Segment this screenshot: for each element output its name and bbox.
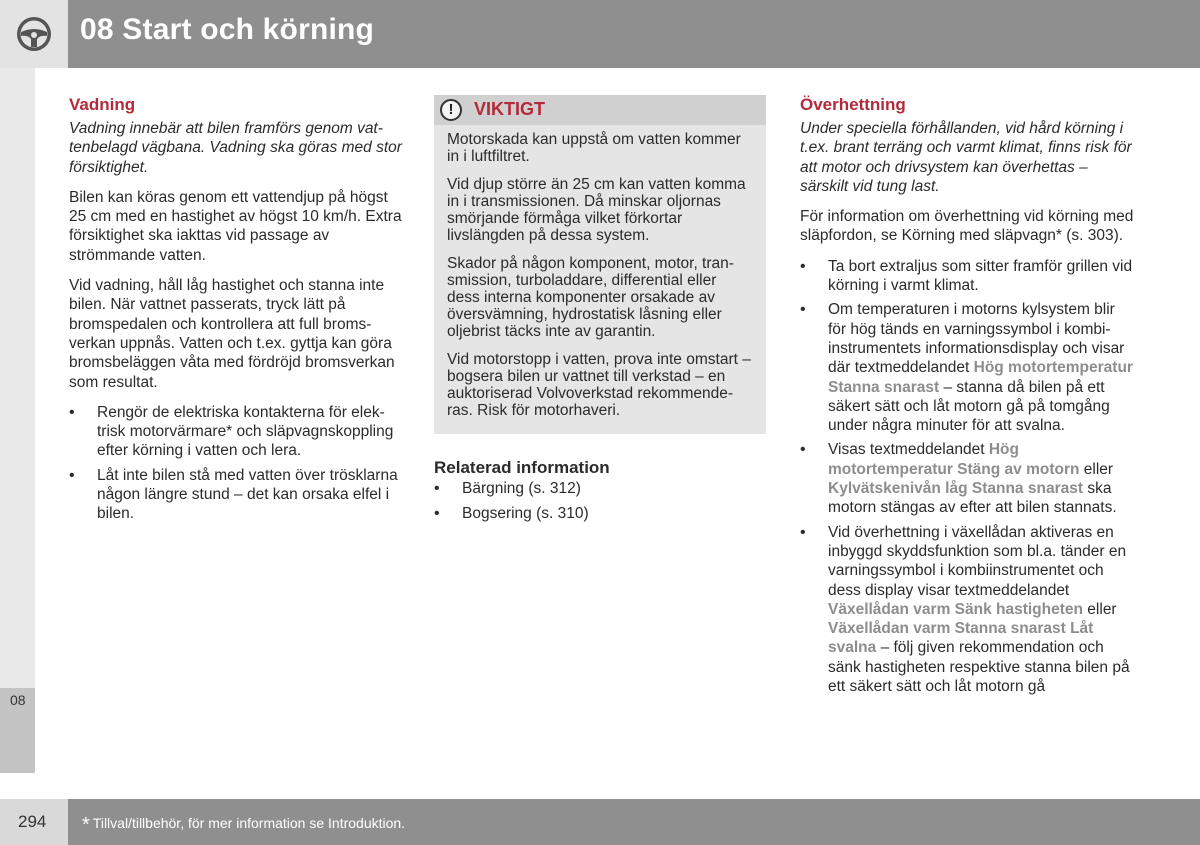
section-heading-overhettning: Överhettning [800,95,906,114]
warning-title: VIKTIGT [474,99,545,119]
column-warning [434,95,766,528]
footnote [82,814,405,837]
item-text: eller [1083,600,1117,618]
item-text: – stanna då bilen på ett säkert sätt och låt motorn gå på tomgång under några minuter för att svalna. [828,378,1110,435]
display-message: Växellådan varm Sänk hastigheten [828,600,1083,618]
bullet-list [69,403,404,524]
item-text: ska motorn stängas av efter att bilen stannats. [828,480,1117,517]
list-item: • Låt inte bilen stå med vatten över trösklarna någon längre stund – det kan orsaka elfel i bilen. [69,466,404,524]
header-bar [68,0,1200,68]
bullet-list [800,257,1135,697]
exclamation-icon: ! [440,99,462,121]
chapter-tab [0,688,35,773]
warning-paragraph: Motorskada kan uppstå om vatten kommer in i luftfiltret. [447,131,741,165]
header-icon-box [0,0,68,68]
chapter-title: 08 Start och körning [80,13,375,46]
paragraph: Vid vadning, håll låg hastighet och stanna inte bilen. När vattnet passerats, tryck lätt på bromspedalen och kontrollera att full bromsverkan uppnås. Vatten och t.ex. gyttja kan göra bromsbeläggen våta med fördröjd bromsverkan som resultat. [69,277,395,391]
display-message: Kylvätskenivån låg Stanna snarast [828,480,1084,498]
page-number: 294 [18,812,47,831]
item-text: Vid överhettning i växellådan aktiveras en inbyggd skyddsfunktion som bl.a. tänder en varningssymbol i kombiinstrumentet och dess display visar textmeddelandet [828,523,1127,599]
item-text: Visas textmeddelandet [828,441,989,459]
column-vadning [69,95,404,529]
related-link[interactable]: • Bogsering (s. 310) [434,504,766,523]
related-link[interactable]: • Bärgning (s. 312) [434,479,766,498]
page-number-box [0,799,68,845]
item-text: – följ given rekommendation och sänk hastigheten respektive stanna bilen på ett säkert sätt och låt motorn gå [828,639,1130,696]
column-overhettning [800,95,1135,701]
list-item: • Rengör de elektriska kontakterna för elektrisk motorvärmare* och släpvagnskoppling efter körning i vatten och lera. [69,403,404,461]
list-item [800,440,1135,517]
lead-paragraph: Vadning innebär att bilen framförs genom vattenbelagd vägbana. Vadning ska göras med stor försiktighet. [69,120,402,176]
footer-bar [68,799,1200,845]
paragraph: För information om överhettning vid körning med släpfordon, se Körning med släpvagn* (s. 303). [800,208,1134,245]
display-message: Hög motortemperatur Stäng av motorn [828,441,1080,478]
footnote-star: * [82,814,90,836]
list-item: • Ta bort extraljus som sitter framför grillen vid körning i varmt klimat. [800,257,1135,296]
warning-body [434,125,766,434]
warning-paragraph: Vid djup större än 25 cm kan vatten komma in i transmissionen. Då minskar oljornas smörjande förmåga vilket förkortar livslängden på dessa system. [447,176,746,244]
warning-box [434,95,766,434]
lead-paragraph: Under speciella förhållanden, vid hård körning i t.ex. brant terräng och varmt klimat, finns risk för att motor och drivsystem kan överhettas – särskilt vid tung last. [800,120,1132,195]
display-message: Hög motortemperatur Stanna snarast [828,359,1133,396]
warning-header [434,95,766,125]
display-message: Växellådan varm Stanna snarast Låt svalna [828,620,1094,657]
side-tab [0,68,35,773]
footnote-text: Tillval/tillbehör, för mer information se Introduktion. [92,815,406,831]
chapter-tab-label: 08 [10,692,26,708]
related-links [434,479,766,523]
warning-paragraph: Skador på någon komponent, motor, transmission, turboladdare, differential eller dess interna komponenter orsakade av översvämning, hydrostatisk låsning eller oljebrist täcks inte av garantin. [447,255,734,340]
section-heading-vadning: Vadning [69,95,136,114]
footer [0,799,1200,845]
related-info-heading: Relaterad information [434,458,610,477]
paragraph: Bilen kan köras genom ett vattendjup på högst 25 cm med en hastighet av högst 10 km/h. Extra försiktighet ska iakttas vid passage av strömmande vatten. [69,188,402,264]
steering-wheel-icon [15,15,53,53]
list-item [800,300,1135,435]
list-item [800,523,1135,697]
item-text: eller [1079,460,1114,478]
item-text: Om temperaturen i motorns kylsystem blir för hög tänds en varningssymbol i kombiinstrumentets informationsdisplay och visar där textmeddelandet [828,301,1125,377]
warning-paragraph: Vid motorstopp i vatten, prova inte omstart – bogsera bilen ur vattnet till verkstad – en auktoriserad Volvoverkstad rekommenderas. Risk för motorhaveri. [447,351,751,419]
